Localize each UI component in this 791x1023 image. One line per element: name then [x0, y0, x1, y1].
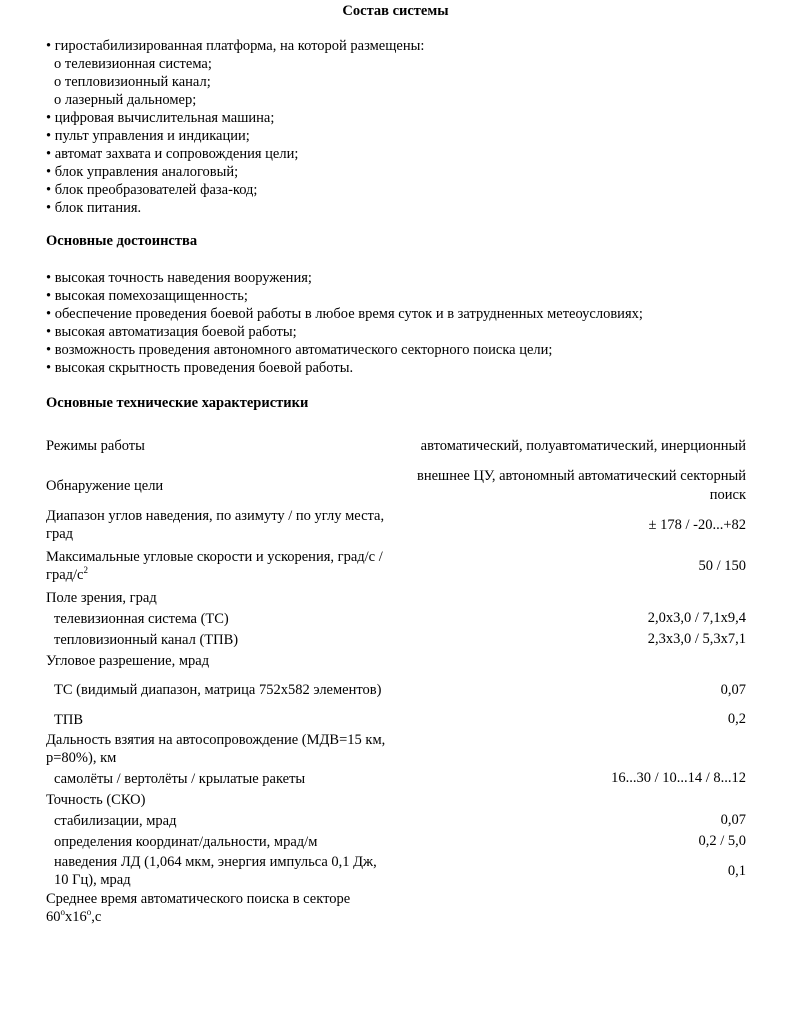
spec-value: автоматический, полуавтоматический, инерционный: [420, 437, 746, 454]
spec-row-accuracy: [46, 789, 746, 810]
spec-row-resolution: [46, 650, 746, 671]
list-item: • гиростабилизированная платформа, на которой размещены:: [46, 38, 425, 54]
spec-row-capture-range: [46, 730, 746, 768]
spec-label: [46, 890, 391, 926]
spec-row-acc-coord: [46, 831, 746, 852]
spec-value: 0,07: [720, 681, 746, 698]
list-item: • высокая помехозащищенность;: [46, 288, 248, 304]
spec-value: 50 / 150: [698, 557, 746, 574]
spec-label: телевизионная система (ТС): [54, 610, 229, 627]
spec-value: ± 178 / -20...+82: [648, 516, 746, 533]
advantages-heading: Основные достоинства: [46, 233, 198, 249]
list-item: • обеспечение проведения боевой работы в любое время суток и в затрудненных метеоусловиях;: [46, 306, 643, 322]
list-item: • высокая автоматизация боевой работы;: [46, 324, 297, 340]
spec-label: ТС (видимый диапазон, матрица 752x582 элементов): [54, 682, 382, 698]
spec-label-text: ,с: [91, 909, 102, 925]
spec-row-res-ir: [46, 709, 746, 730]
composition-list: [46, 37, 424, 217]
spec-value: 0,07: [720, 812, 746, 828]
spec-label: Обнаружение цели: [46, 477, 164, 494]
spec-label-text: Максимальные угловые скорости и ускорения, град/с / град/с: [46, 549, 383, 583]
spec-label: самолёты / вертолёты / крылатые ракеты: [54, 770, 306, 787]
list-item: • блок преобразователей фаза-код;: [46, 182, 258, 198]
spec-value: внешнее ЦУ, автономный автоматический секторный поиск: [417, 467, 746, 503]
spec-value: 2,0x3,0 / 7,1x9,4: [647, 610, 746, 626]
list-item: • пульт управления и индикации;: [46, 128, 250, 144]
list-item: о телевизионная система;: [54, 56, 212, 72]
spec-row-acc-stab: [46, 810, 746, 831]
list-item: • блок управления аналоговый;: [46, 164, 239, 180]
spec-label: определения координат/дальности, мрад/м: [54, 833, 318, 850]
list-item: • высокая скрытность проведения боевой работы.: [46, 360, 354, 376]
spec-row-fov-ir: [46, 629, 746, 650]
spec-label: Угловое разрешение, мрад: [46, 652, 210, 669]
spec-label: ТПВ: [54, 711, 83, 728]
spec-value: 2,3x3,0 / 5,3x7,1: [647, 631, 746, 647]
spec-row-angle-range: [46, 505, 746, 545]
list-item: • блок питания.: [46, 200, 142, 216]
spec-label: Дальность взятия на автосопровождение (МДВ=15 км, p=80%), км: [46, 732, 386, 766]
spec-label: стабилизации, мрад: [54, 812, 177, 829]
spec-row-capture-targets: [46, 768, 746, 789]
spec-row-acc-ld: [46, 852, 746, 890]
spec-label: Точность (СКО): [46, 791, 146, 808]
superscript: o: [86, 907, 92, 918]
list-item: • высокая точность наведения вооружения;: [46, 270, 312, 286]
spec-row-max-speed: [46, 545, 746, 587]
spec-value: 0,1: [727, 862, 746, 879]
spec-row-search-time: [46, 890, 746, 928]
specs-heading: Основные технические характеристики: [46, 395, 309, 411]
list-item: • возможность проведения автономного автоматического секторного поиска цели;: [46, 342, 553, 358]
superscript: o: [60, 907, 65, 918]
list-item: • автомат захвата и сопровождения цели;: [46, 146, 299, 162]
spec-label: [46, 548, 391, 584]
superscript: 2: [83, 565, 88, 576]
spec-label: Поле зрения, град: [46, 589, 157, 606]
spec-row-detection: [46, 466, 746, 505]
list-item: о лазерный дальномер;: [54, 92, 197, 108]
list-item: • цифровая вычислительная машина;: [46, 110, 275, 126]
specs-table: [46, 426, 746, 928]
spec-label: тепловизионный канал (ТПВ): [54, 631, 239, 648]
spec-label: наведения ЛД (1,064 мкм, энергия импульса 0,1 Дж, 10 Гц), мрад: [54, 854, 377, 888]
spec-value: 0,2 / 5,0: [698, 833, 746, 849]
spec-row-res-tv: [46, 671, 746, 709]
spec-value: 0,2: [727, 711, 746, 727]
page-title: Состав системы: [342, 3, 449, 19]
spec-row-modes: [46, 426, 746, 466]
spec-row-fov-tv: [46, 608, 746, 629]
spec-label-text: x16: [65, 909, 87, 925]
spec-label: Диапазон углов наведения, по азимуту / по углу места, град: [46, 508, 385, 542]
spec-value: 16...30 / 10...14 / 8...12: [611, 770, 746, 786]
list-item: о тепловизионный канал;: [54, 74, 211, 90]
spec-label-text: Среднее время автоматического поиска в секторе 60: [46, 891, 351, 925]
spec-label: Режимы работы: [46, 438, 145, 454]
spec-row-fov: [46, 587, 746, 608]
advantages-list: [46, 269, 643, 377]
